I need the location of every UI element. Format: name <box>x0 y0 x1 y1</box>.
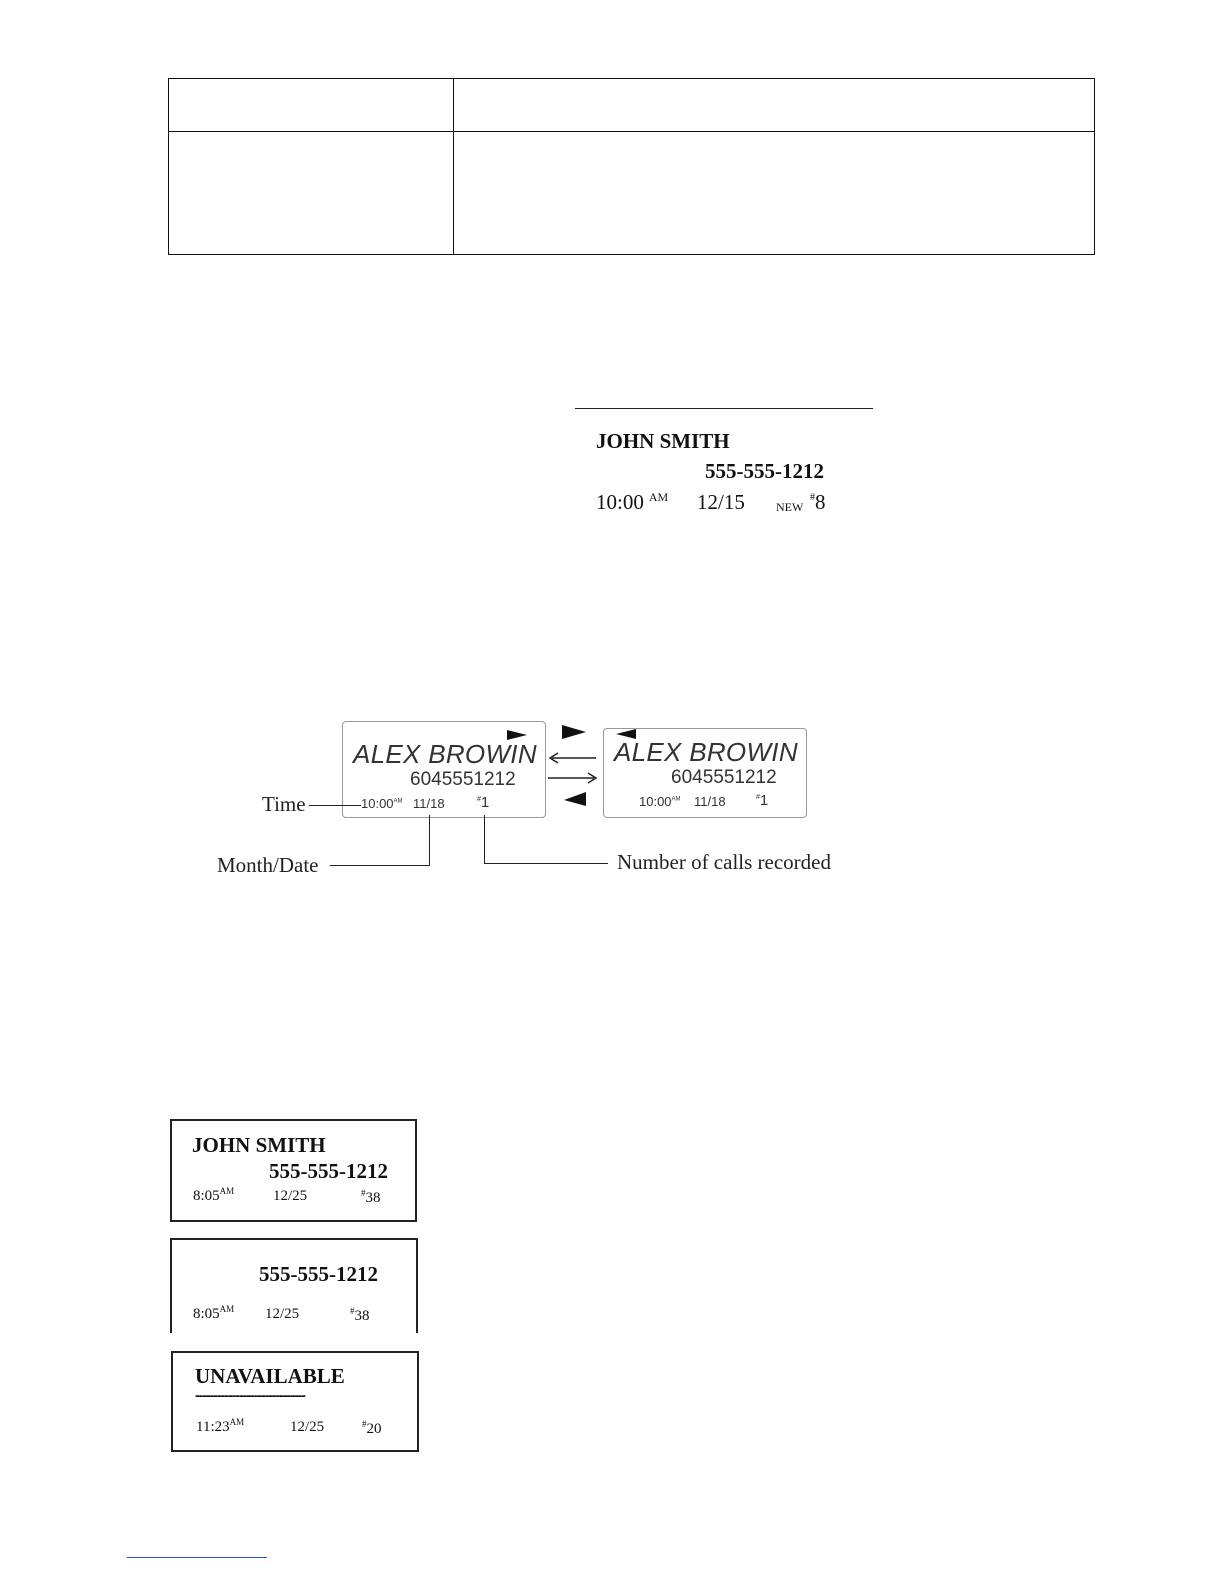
call-time: $8:05^{AM}$ <box>193 1304 235 1322</box>
call-count: #38 <box>350 1306 370 1324</box>
display-box-name-number <box>170 1119 417 1222</box>
call-count: #1 <box>477 794 490 811</box>
caller-number: 555-555-1212 <box>705 459 824 483</box>
new-indicator: NEW <box>776 500 804 514</box>
call-time: $8:05^{AM}$ <box>193 1186 235 1204</box>
call-count: #8 <box>810 490 826 514</box>
footnote-rule <box>127 1557 267 1558</box>
callout-month-date-label: Month/Date <box>217 853 319 877</box>
call-date: 12/15 <box>697 490 745 514</box>
callout-calls-recorded-line <box>484 863 608 864</box>
call-date: 12/25 <box>273 1188 308 1204</box>
call-date: 12/25 <box>290 1419 325 1435</box>
call-time: $11:23^{AM}$ <box>196 1417 245 1435</box>
caller-name: ALEX BROWIN <box>353 739 537 769</box>
display-top-rule <box>575 408 873 409</box>
table-column-divider <box>453 79 454 254</box>
right-triangle-icon <box>562 725 586 739</box>
caller-name: JOHN SMITH <box>596 429 730 453</box>
call-time: 10:00 $^{AM}$ <box>596 490 669 514</box>
lcd-panel-left <box>342 721 546 818</box>
callout-month-date-leader <box>429 815 430 866</box>
dashes-line: ------------------------------ <box>195 1387 305 1403</box>
callout-month-date-line <box>330 865 430 866</box>
left-triangle-icon <box>564 792 586 806</box>
caller-name: ALEX BROWIN <box>614 737 798 767</box>
callout-time-line <box>309 805 361 806</box>
caller-number: 6045551212 <box>410 769 516 790</box>
callout-time-label: Time <box>262 792 306 816</box>
call-date: 11/18 <box>413 796 445 811</box>
caller-number: 6045551212 <box>671 767 777 788</box>
call-count: #38 <box>361 1188 381 1206</box>
call-time: $10:00^{AM}$ <box>639 794 681 809</box>
call-count: #20 <box>362 1419 382 1437</box>
display-box-unavailable <box>171 1351 419 1452</box>
table-row-divider <box>169 131 1094 132</box>
call-date: 11/18 <box>694 794 726 809</box>
call-count: #1 <box>756 792 769 809</box>
unavailable-label: UNAVAILABLE <box>195 1364 345 1388</box>
caller-number: 555-555-1212 <box>259 1262 378 1286</box>
empty-table <box>168 78 1095 255</box>
scroll-arrows-diagram <box>540 720 610 810</box>
call-date: 12/25 <box>265 1306 300 1322</box>
callout-calls-recorded-leader <box>484 815 485 864</box>
call-time: $10:00^{AM}$ <box>361 796 403 811</box>
callout-calls-recorded-label: Number of calls recorded <box>617 850 831 874</box>
display-box-number-only <box>170 1238 418 1333</box>
caller-number: 555-555-1212 <box>269 1159 388 1183</box>
caller-name: JOHN SMITH <box>192 1133 326 1157</box>
lcd-panel-right <box>603 728 807 818</box>
